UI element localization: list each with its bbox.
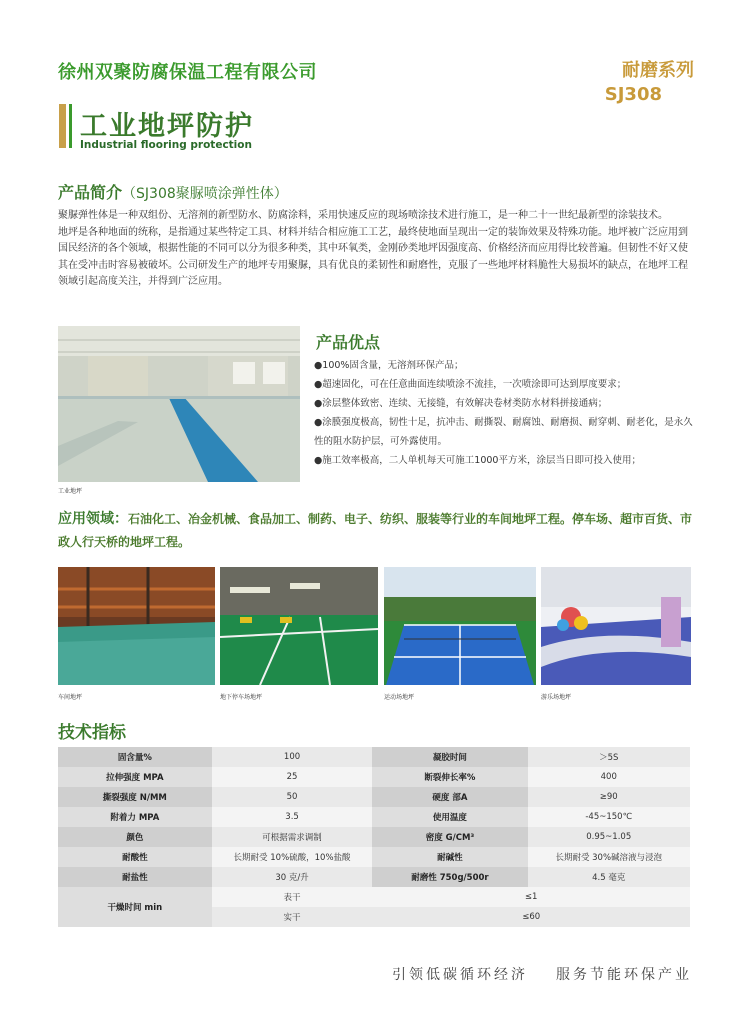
- spec-key: 颜色: [58, 827, 212, 847]
- spec-key: 耐盐性: [58, 867, 212, 887]
- spec-key-dry-time: 干燥时间 min: [58, 887, 212, 927]
- spec-value: 50: [212, 787, 373, 807]
- table-row: [58, 747, 690, 767]
- intro-paragraph-2: 地坪是各种地面的统称，是指通过某些特定工具、材料并结合相应施工工艺，最终使地面呈现出一定的装饰效果及特殊功能。地坪被广泛应用到国民经济的各个领域，根据性能的不同可以分为很多种类，其中环氧类，金刚砂类地坪因强度高、价格经济而应用得比较普遍。但韧性不好又使其在受冲击时容易被破坏。公司研发生产的地坪专用聚脲，具有优良的柔韧性和耐磨性，克服了一些地坪材料脆性大易损坏的缺点，在地坪工程领域引起高度关注，并得到广泛应用。: [58, 226, 688, 287]
- table-row: [58, 827, 690, 847]
- gallery-caption-workshop: 车间地坪: [58, 694, 83, 701]
- spec-key: 凝胶时间: [372, 747, 527, 767]
- spec-key: 拉伸强度 MPA: [58, 767, 212, 787]
- spec-key: 附着力 MPA: [58, 807, 212, 827]
- spec-value: 0.95~1.05: [528, 827, 691, 847]
- gallery-caption-sports: 运动场地坪: [384, 694, 415, 701]
- table-row: [58, 887, 690, 907]
- advantage-item: ●100%固含量，无溶剂环保产品；: [314, 360, 464, 371]
- intro-heading-paren: （SJ308聚脲喷涂弹性体）: [122, 186, 288, 202]
- product-code: SJ308: [604, 84, 662, 105]
- parking-floor-photo: [220, 567, 378, 685]
- series-label: 耐磨系列: [622, 60, 694, 81]
- advantages-list: [314, 356, 694, 470]
- page-subtitle: Industrial flooring protection: [80, 139, 252, 151]
- spec-value: 长期耐受 30%碱溶液与浸泡: [528, 847, 691, 867]
- advantage-item: ●超速固化，可在任意曲面连续喷涂不流挂，一次喷涂即可达到厚度要求；: [314, 379, 627, 390]
- intro-heading: [58, 180, 288, 203]
- workshop-floor-photo: [58, 567, 215, 685]
- spec-value: 100: [212, 747, 373, 767]
- gallery-caption-parking: 地下停车场地坪: [220, 694, 263, 701]
- spec-value: 实干: [212, 907, 373, 927]
- spec-value: ≤60: [372, 907, 690, 927]
- table-row: [58, 847, 690, 867]
- spec-key: 使用温度: [372, 807, 527, 827]
- advantage-item: ●涂层整体致密、连续、无接缝，有效解决卷材类防水材料拼接通病；: [314, 398, 608, 409]
- page-title: 工业地坪防护: [80, 111, 254, 142]
- intro-paragraph-1: 聚脲弹性体是一种双组份、无溶剂的新型防水、防腐涂料，采用快速反应的现场喷涂技术进行施工，是一种二十一世纪最新型的涂装技术。: [58, 210, 668, 221]
- spec-value: 3.5: [212, 807, 373, 827]
- spec-value: 25: [212, 767, 373, 787]
- spec-value: 长期耐受 10%硫酸，10%盐酸: [212, 847, 373, 867]
- sports-floor-photo: [384, 567, 536, 685]
- specs-heading: 技术指标: [58, 723, 126, 743]
- spec-key: 耐碱性: [372, 847, 527, 867]
- title-accent-bar-green: [69, 104, 72, 148]
- spec-key: 断裂伸长率%: [372, 767, 527, 787]
- application-body: 石油化工、冶金机械、食品加工、制药、电子、纺织、服装等行业的车间地坪工程。停车场、超市百货、市政人行天桥的地坪工程。: [58, 512, 693, 549]
- spec-value: 400: [528, 767, 691, 787]
- spec-key: 硬度 部A: [372, 787, 527, 807]
- playground-floor-photo: [541, 567, 691, 685]
- application-text: [58, 508, 698, 554]
- advantage-item: ●施工效率极高，二人单机每天可施工1000平方米，涂层当日即可投入使用；: [314, 455, 641, 466]
- table-row: [58, 867, 690, 887]
- spec-value: 表干: [212, 887, 373, 907]
- spec-value: ≥90: [528, 787, 691, 807]
- intro-heading-text: 产品简介: [58, 183, 123, 202]
- spec-value: 4.5 毫克: [528, 867, 691, 887]
- advantage-item: ●涂膜强度极高，韧性十足，抗冲击、耐撕裂、耐腐蚀、耐磨损、耐穿刺、耐老化，是永久性的阻水防护层，可外露使用。: [314, 417, 693, 447]
- spec-key: 固含量%: [58, 747, 212, 767]
- table-row: [58, 807, 690, 827]
- advantages-heading: 产品优点: [316, 333, 381, 352]
- company-name: 徐州双聚防腐保温工程有限公司: [58, 62, 317, 83]
- spec-key: 耐磨性 750g/500r: [372, 867, 527, 887]
- title-accent-bar: [59, 104, 66, 148]
- gallery-caption-playground: 游乐场地坪: [541, 694, 572, 701]
- spec-value: ＞5S: [528, 747, 691, 767]
- slogan-left: 引领低碳循环经济: [392, 967, 528, 983]
- spec-value: 30 克/升: [212, 867, 373, 887]
- spec-key: 耐酸性: [58, 847, 212, 867]
- industrial-floor-photo: [58, 326, 300, 482]
- slogan-right: 服务节能环保产业: [556, 967, 692, 983]
- intro-text: [58, 208, 694, 291]
- spec-value: ≤1: [372, 887, 690, 907]
- application-lead: 应用领域：: [58, 511, 128, 527]
- table-row: [58, 787, 690, 807]
- spec-value: -45~150℃: [528, 807, 691, 827]
- table-row: [58, 767, 690, 787]
- industrial-floor-caption: 工业地坪: [58, 488, 83, 495]
- specs-table: [58, 747, 690, 927]
- spec-value: 可根据需求调制: [212, 827, 373, 847]
- spec-key: 密度 G/CM³: [372, 827, 527, 847]
- spec-key: 撕裂强度 N/MM: [58, 787, 212, 807]
